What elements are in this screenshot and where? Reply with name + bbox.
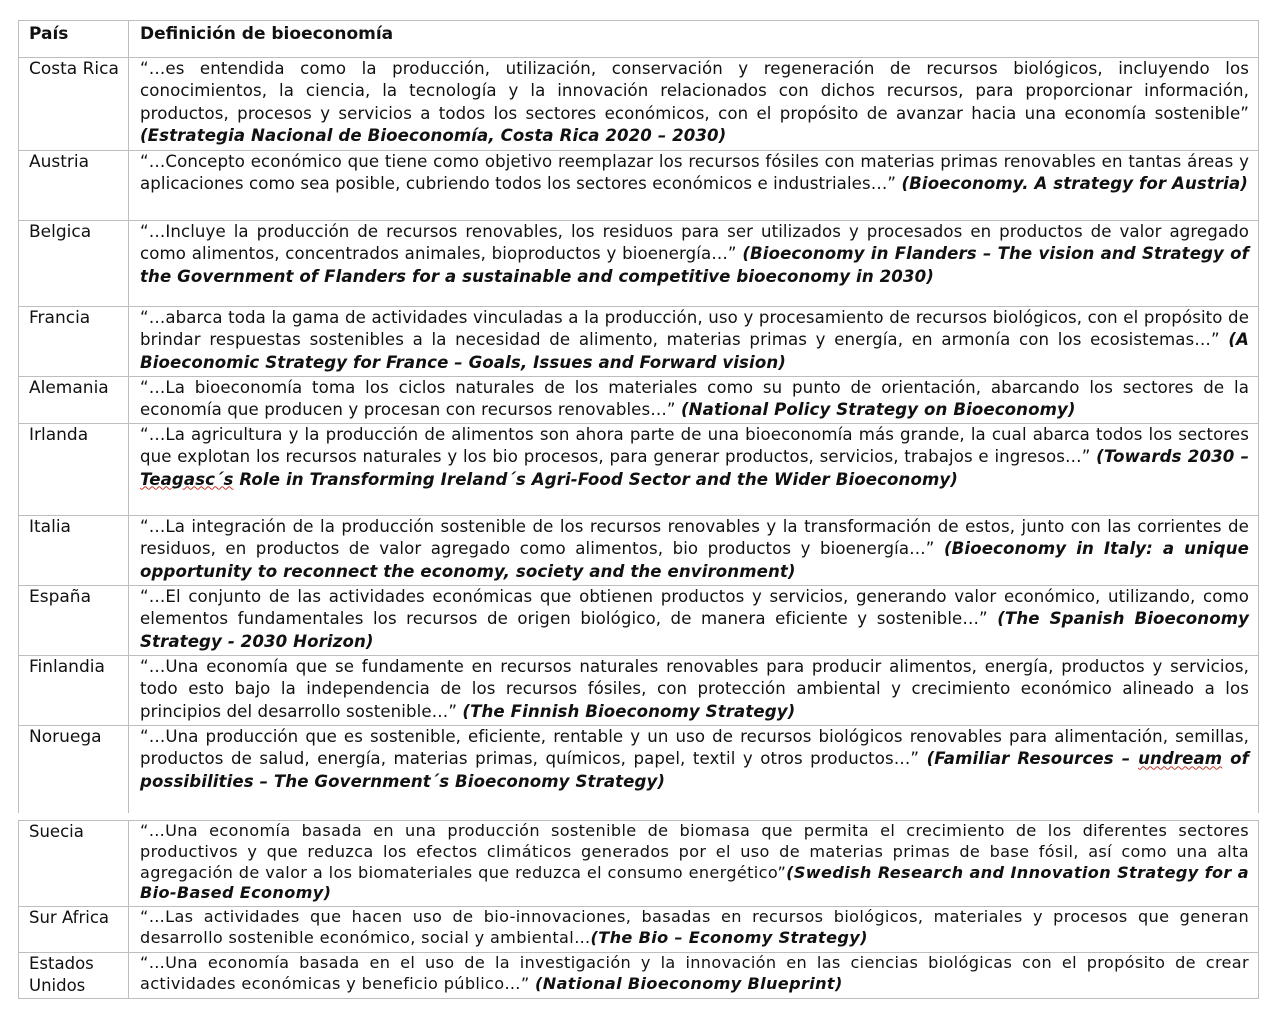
country-cell: Alemania xyxy=(19,377,129,424)
bioeconomy-definitions-table-continued xyxy=(18,820,1259,999)
country-cell: España xyxy=(19,586,129,656)
country-cell: Belgica xyxy=(19,221,129,307)
source-citation: (Estrategia Nacional de Bioeconomía, Costa Rica 2020 – 2030) xyxy=(140,125,727,145)
quote-text: “…La bioeconomía toma los ciclos naturales de los materiales como su punto de orientación, abarcando los sectores de la economía que producen y procesan con recursos renovables…” xyxy=(140,378,1249,420)
source-citation: (Towards 2030 – Teagasc´s Role in Transforming Ireland´s Agri-Food Sector and the Wider Bioeconomy) xyxy=(140,447,1249,489)
definition-cell xyxy=(129,953,1259,999)
definition-cell xyxy=(129,58,1259,151)
quote-text: “…Incluye la producción de recursos renovables, los residuos para ser utilizados y procesados en productos de valor agregado como alimentos, concentrados animales, bioproductos y bioenergía…” xyxy=(140,222,1249,264)
header-definition: Definición de bioeconomía xyxy=(129,21,1259,58)
definition-cell xyxy=(129,151,1259,221)
spellcheck-marked-word: undream xyxy=(1138,749,1223,769)
source-citation: (National Policy Strategy on Bioeconomy) xyxy=(681,400,1076,420)
source-citation: (A Bioeconomic Strategy for France – Goals, Issues and Forward vision) xyxy=(140,330,1250,372)
source-citation: (The Spanish Bioeconomy Strategy - 2030 Horizon) xyxy=(140,609,1250,651)
quote-text: “…La integración de la producción sostenible de los recursos renovables y la transformación de estos, junto con las corrientes de residuos, en productos de valor agregado como alimentos, bio productos y bioenergía…” xyxy=(140,517,1249,559)
source-citation: (Familiar Resources – undream of possibilities – The Government´s Bioeconomy Strategy) xyxy=(140,749,1249,791)
country-cell: Costa Rica xyxy=(19,58,129,151)
spellcheck-marked-word: Teagasc´s xyxy=(140,469,234,489)
table-row xyxy=(19,656,1259,726)
table-row xyxy=(19,907,1259,953)
table-row xyxy=(19,151,1259,221)
source-citation: (The Finnish Bioeconomy Strategy) xyxy=(462,701,796,721)
definition-cell xyxy=(129,424,1259,516)
source-citation: (Bioeconomy in Flanders – The vision and Strategy of the Government of Flanders for a sustainable and competitive bioeconomy in 2030) xyxy=(140,244,1249,286)
country-cell: Italia xyxy=(19,516,129,586)
quote-text: “…Concepto económico que tiene como objetivo reemplazar los recursos fósiles con materias primas renovables en tantas áreas y aplicaciones como sea posible, cubriendo todos los sectores económicos e industriales…” xyxy=(140,152,1249,194)
country-cell: Estados Unidos xyxy=(19,953,129,999)
country-cell: Sur Africa xyxy=(19,907,129,953)
definition-cell xyxy=(129,821,1259,907)
quote-text: “…es entendida como la producción, utilización, conservación y regeneración de recursos biológicos, incluyendo los conocimientos, la ciencia, la tecnología y la innovación relacionados con dichos recursos, para proporcionar información, productos, procesos y servicios a todos los sectores económicos, con el propósito de avanzar hacia una economía sostenible” xyxy=(140,59,1249,123)
definition-cell xyxy=(129,516,1259,586)
definition-cell xyxy=(129,586,1259,656)
definition-cell xyxy=(129,726,1259,813)
table-row xyxy=(19,307,1259,377)
country-cell: Noruega xyxy=(19,726,129,813)
source-citation: (Bioeconomy in Italy: a unique opportunity to reconnect the economy, society and the environment) xyxy=(140,539,1250,581)
country-cell: Austria xyxy=(19,151,129,221)
quote-text: “…Una producción que es sostenible, eficiente, rentable y un uso de recursos biológicos renovables para alimentación, semillas, productos de salud, energía, materias primas, químicos, papel, textil y otros productos…” xyxy=(140,727,1249,769)
definition-cell xyxy=(129,377,1259,424)
table-row xyxy=(19,953,1259,999)
table-row xyxy=(19,821,1259,907)
table-row xyxy=(19,516,1259,586)
source-citation: (Swedish Research and Innovation Strategy for a Bio-Based Economy) xyxy=(140,862,1249,903)
country-cell: Finlandia xyxy=(19,656,129,726)
table-row xyxy=(19,586,1259,656)
country-cell: Francia xyxy=(19,307,129,377)
definition-cell xyxy=(129,656,1259,726)
source-citation: (The Bio – Economy Strategy) xyxy=(590,927,868,947)
country-cell: Irlanda xyxy=(19,424,129,516)
source-citation: (Bioeconomy. A strategy for Austria) xyxy=(901,174,1248,194)
header-country: País xyxy=(19,21,129,58)
definition-cell xyxy=(129,907,1259,953)
quote-text: “…Una economía basada en una producción sostenible de biomasa que permita el crecimiento de los diferentes sectores productivos y que reduzca los efectos climáticos generados por el uso de materias primas de base fósil, así como una alta agregación de valor a los biomateriales que reduzca el consumo energético” xyxy=(140,821,1249,882)
quote-text: “…La agricultura y la producción de alimentos son ahora parte de una bioeconomía más grande, la cual abarca todos los sectores que explotan los recursos naturales y los bio procesos, para generar productos, servicios, trabajos e ingresos…” xyxy=(140,425,1249,467)
table-header-row xyxy=(19,21,1259,58)
table-row xyxy=(19,424,1259,516)
quote-text: “…Una economía que se fundamente en recursos naturales renovables para producir alimentos, energía, productos y servicios, todo esto bajo la independencia de los recursos fósiles, con protección ambiental y crecimiento económico alineado a los principios del desarrollo sostenible…” xyxy=(140,657,1249,721)
table-row xyxy=(19,58,1259,151)
definition-cell xyxy=(129,307,1259,377)
quote-text: “…Una economía basada en el uso de la investigación y la innovación en las ciencias biológicas con el propósito de crear actividades económicas y beneficio público…” xyxy=(140,953,1249,993)
quote-text: “…Las actividades que hacen uso de bio-innovaciones, basadas en recursos biológicos, materiales y procesos que generan desarrollo sostenible económico, social y ambiental… xyxy=(140,907,1249,947)
quote-text: “…El conjunto de las actividades económicas que obtienen productos y servicios, generando valor económico, utilizando, como elementos fundamentales los recursos de origen biológico, de manera eficiente y sostenible…” xyxy=(140,587,1249,629)
quote-text: “…abarca toda la gama de actividades vinculadas a la producción, uso y procesamiento de recursos biológicos, con el propósito de brindar respuestas sostenibles a la necesidad de alimento, materias primas y energía, en armonía con los ecosistemas…” xyxy=(140,308,1249,350)
bioeconomy-definitions-table xyxy=(18,20,1259,813)
definition-cell xyxy=(129,221,1259,307)
table-row xyxy=(19,726,1259,813)
table-row xyxy=(19,221,1259,307)
source-citation: (National Bioeconomy Blueprint) xyxy=(535,973,843,993)
table-row xyxy=(19,377,1259,424)
country-cell: Suecia xyxy=(19,821,129,907)
